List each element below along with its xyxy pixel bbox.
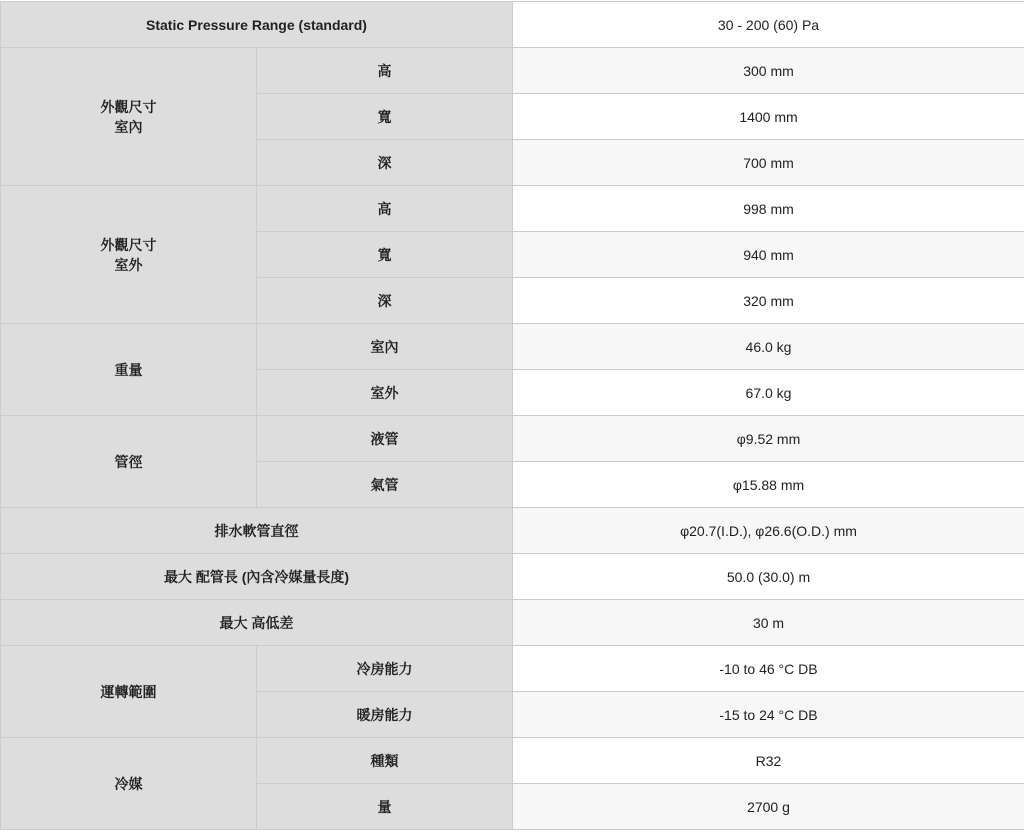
group-label-indoor-dimensions [1,48,257,186]
value-weight-outdoor: 67.0 kg [513,370,1024,416]
sub-label-outdoor: 室外 [257,370,513,416]
value-weight-indoor: 46.0 kg [513,324,1024,370]
sub-label-height: 高 [257,186,513,232]
sub-label-depth: 深 [257,278,513,324]
value-indoor-width: 1400 mm [513,94,1024,140]
table-row [1,646,1024,692]
table-row [1,416,1024,462]
sub-label-width: 寬 [257,94,513,140]
table-row [1,324,1024,370]
group-label-weight: 重量 [1,324,257,416]
sub-label-gas-pipe: 氣管 [257,462,513,508]
value-refrigerant-type: R32 [513,738,1024,784]
value-refrigerant-amount: 2700 g [513,784,1024,830]
sub-label-refrigerant-type: 種類 [257,738,513,784]
table-row [1,2,1024,48]
sub-label-liquid-pipe: 液管 [257,416,513,462]
sub-label-heating: 暖房能力 [257,692,513,738]
value-heating-range: -15 to 24 °C DB [513,692,1024,738]
row-label-static-pressure: Static Pressure Range (standard) [1,2,513,48]
row-label-max-pipe-length: 最大 配管長 (內含冷媒量長度) [1,554,513,600]
value-outdoor-height: 998 mm [513,186,1024,232]
spec-table [0,1,1024,830]
row-value-max-pipe-length: 50.0 (30.0) m [513,554,1024,600]
value-outdoor-width: 940 mm [513,232,1024,278]
table-row [1,186,1024,232]
row-label-max-height-diff: 最大 高低差 [1,600,513,646]
sub-label-cooling: 冷房能力 [257,646,513,692]
table-row [1,554,1024,600]
group-label-line: 外觀尺寸 [1,97,256,117]
row-value-static-pressure: 30 - 200 (60) Pa [513,2,1024,48]
value-cooling-range: -10 to 46 °C DB [513,646,1024,692]
value-outdoor-depth: 320 mm [513,278,1024,324]
table-row [1,48,1024,94]
group-label-operating-range: 運轉範圍 [1,646,257,738]
value-gas-pipe: φ15.88 mm [513,462,1024,508]
sub-label-height: 高 [257,48,513,94]
table-row [1,738,1024,784]
group-label-line: 室外 [1,255,256,275]
value-indoor-depth: 700 mm [513,140,1024,186]
row-label-drain-hose: 排水軟管直徑 [1,508,513,554]
table-row [1,600,1024,646]
value-indoor-height: 300 mm [513,48,1024,94]
group-label-refrigerant: 冷媒 [1,738,257,830]
sub-label-indoor: 室內 [257,324,513,370]
group-label-pipe-diameter: 管徑 [1,416,257,508]
sub-label-depth: 深 [257,140,513,186]
value-liquid-pipe: φ9.52 mm [513,416,1024,462]
sub-label-refrigerant-amount: 量 [257,784,513,830]
group-label-outdoor-dimensions [1,186,257,324]
group-label-line: 室內 [1,117,256,137]
group-label-line: 外觀尺寸 [1,235,256,255]
table-row [1,508,1024,554]
row-value-max-height-diff: 30 m [513,600,1024,646]
row-value-drain-hose: φ20.7(I.D.), φ26.6(O.D.) mm [513,508,1024,554]
sub-label-width: 寬 [257,232,513,278]
